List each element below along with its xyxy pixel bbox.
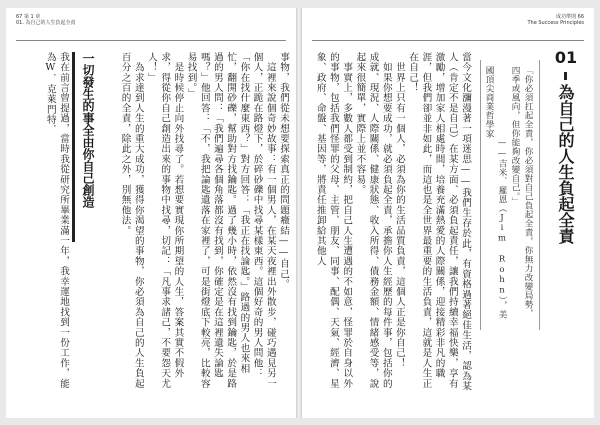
right-running-head xyxy=(527,14,584,26)
right-page-header: 成功準則 66 xyxy=(556,14,584,20)
right-body-text: 當今文化瀰漫著一項迷思——我們生存於此，有資格過著絕佳生活，認為某人（肯定不是自己）在某方面、必須負起責任，讓我們持續幸福快樂，享有激勵，增加家人相處時間，培養充滿熱愛的人際關係，迎接精彩非凡的職涯，但我們卻並非如此，而這也是全世界最重要的生活負責，這就是人生正在自己！ 世界上只有一個人，必須為你的生活品質負責，這個人正是你自己！ 如果你想要成功，就必須負起全責，承擔你人生經歷的每件事，包括你的成就、現況、人際關係、健康狀態、收入所得、債務金額、情緒感受等，說起來很簡單，實際上並不容易。 事實上，多數人都受到制約，把自己人生遭遇的不如意，怪罪於自身以外的事物，包括我們怪罪的父母、主管、朋友、同事、配偶、天氣、經濟、星象、政府、命盤、基因等，將責任推卸給其他人 xyxy=(314,52,471,392)
chapter-title: 為自己的人生負起全責 xyxy=(556,84,575,244)
left-header-rule xyxy=(16,40,286,41)
section-title-bar xyxy=(72,52,75,242)
epigraph-quote: 「你必須扛起全責，你必須對自己負起全責，你無力改變局勢，四季或風向，但你能夠改變自己。」 ——吉米．羅恩（Jim Rohn），美國頂尖商業哲學家 xyxy=(484,66,533,319)
section-title: 一切發生的事全由你自己創造 xyxy=(81,52,95,208)
left-page-header: 67 第 1 章 xyxy=(16,14,41,20)
left-body-text: 事物，我們從未想要探索真正的問題癥結——自己。 這裡來說個奇妙故事：有一個男人，在某天夜裡出外散步，碰巧遇見另一個人，正跪在路燈下，於碎砂礫中找尋某樣東西。這個好奇的男人問他：「你在找什麼東西？」對方回答：「我正在找論匙。」路過的男人也來相忙，翻開砂礫，幫助對方找鑰匙。過了幾小時，依然沒有找到鑰匙，於是路過的男人問：「我們遍尋各個角落都沒有找到，你確定是在這裡遺失論匙嗎？」他回答：「不，我把論匙遺落在家裡了，可是街燈底下較亮，比較容易找到。」 是時候停止向外找尋了。若想要實現你所期望的人生，答案其實不假外求，得從你自己創造出來的事物中找尋，切記：「凡事求諸己，不要怨天尤人！」 為求達到人生的重大成功，獲得你渴望的事物，你必須為自己的人生負起百分之百的全責，除此之外，別無他法。 xyxy=(119,52,289,389)
left-page-subheader: 01. 為自己的人生負起全責 xyxy=(16,20,76,26)
left-running-head xyxy=(16,14,76,26)
right-page xyxy=(302,8,594,418)
chapter-number: 01 xyxy=(554,48,578,67)
right-header-rule xyxy=(312,40,584,41)
right-page-subheader: The Success Principles xyxy=(527,20,584,26)
chapter-title-rule xyxy=(564,72,567,80)
left-page xyxy=(6,8,296,418)
section-body-text: 我在前言曾提過，當時我從研究所畢業滿一年，我幸運地找到一份工作，能為W．克萊門特． xyxy=(44,52,69,389)
